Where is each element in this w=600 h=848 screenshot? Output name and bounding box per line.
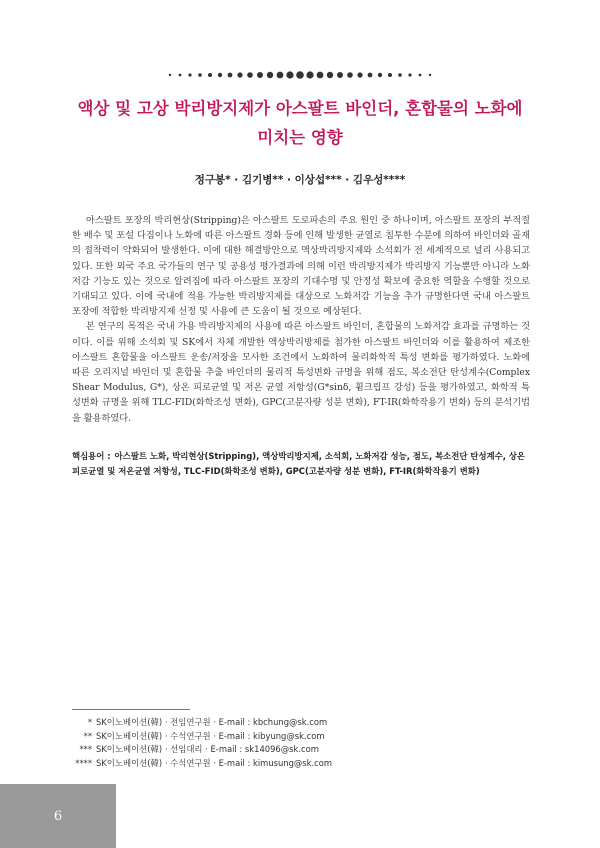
divider-dot — [378, 73, 382, 77]
divider-dot — [277, 72, 284, 79]
divider-dot — [267, 72, 273, 78]
paper-title-line-2: 미치는 영향 — [257, 128, 343, 147]
divider-dot — [296, 71, 304, 79]
divider-dot — [188, 73, 191, 76]
footnote-3 — [72, 743, 472, 757]
author-list: 정구봉* · 김기병** · 이상섭*** · 김우성**** — [194, 174, 406, 186]
keywords — [72, 449, 530, 479]
divider-dot — [408, 73, 411, 76]
divider-dot — [388, 73, 392, 77]
abstract — [72, 213, 530, 426]
footnote-mark: ** — [83, 730, 92, 741]
footnote-text: SK이노베이션(韓) · 선임대리 · E-mail : sk14096@sk.com — [96, 744, 319, 755]
divider-dot — [327, 72, 333, 78]
divider-dot — [208, 73, 212, 77]
divider-dot — [237, 72, 242, 77]
divider-dot — [198, 73, 202, 77]
divider-dot — [317, 72, 324, 79]
divider-dot — [347, 72, 353, 78]
footnote-1 — [72, 716, 472, 730]
divider-dot — [357, 72, 362, 77]
footnote-text: SK이노베이션(韓) · 전임연구원 · E-mail : kbchung@sk.com — [96, 717, 328, 727]
footnote-mark: **** — [75, 757, 92, 768]
divider-dot — [337, 72, 343, 78]
divider-dot — [247, 72, 253, 78]
abstract-paragraph-1: 아스팔트 포장의 박리현상(Stripping)은 아스팔트 도로파손의 주요 원인 중 하나이며, 아스팔트 포장의 부적절한 배수 및 포설 다짐이나 노화에 따른 아스팔트 경화 등에 인해 발생한 균열로 침투한 수분에 의하여 바인더와 골재의 접착력이 약화되어 발생한다. 이에 대한 해결방안으로 액상박리방지제와 소석회가 전 세계적으로 널리 사용되고 있다. 또한 외국 주요 국가들의 연구 및 공용성 평가결과에 의해 이런 박리방지제가 박리방지 기능뿐만 아니라 노화저감 기능도 있는 것으로 알려짐에 따라 아스팔트 포장의 기대수명 및 안정성 확보에 중요한 역할을 수행할 것으로 기대되고 있다. 이에 국내에 적용 가능한 박리방지제를 대상으로 노화저감 기능을 추가 규명한다면 국내 아스팔트 포장에 적합한 박리방지제 선정 및 사용에 큰 도움이 될 것으로 예상된다. — [72, 215, 530, 318]
footnote-mark: *** — [79, 744, 92, 755]
footnotes — [72, 716, 472, 770]
divider-dot — [398, 73, 402, 77]
divider-dot — [257, 72, 263, 78]
paper-title — [60, 94, 540, 152]
page-number: 6 — [53, 808, 63, 824]
divider-dot — [306, 71, 313, 78]
divider-dot — [429, 74, 431, 76]
footnote-mark: * — [87, 717, 92, 727]
decorative-dot-divider — [0, 68, 600, 82]
divider-dot — [368, 73, 373, 78]
paper-title-line-1: 액상 및 고상 박리방지제가 아스팔트 바인더, 혼합물의 노화에 — [77, 99, 523, 118]
divider-dot — [228, 73, 233, 78]
divider-dot — [419, 74, 422, 77]
keywords-label: 핵심용어 : — [72, 451, 111, 461]
footnote-2 — [72, 730, 472, 744]
divider-dot — [286, 71, 293, 78]
keywords-text: 아스팔트 노화, 박리현상(Stripping), 액상박리방지제, 소석회, 노화저감 성능, 점도, 복소전단 탄성계수, 상온 피로균열 및 저온균열 저항성, TLC-FID(화학조성 변화), GPC(고분자량 성분 변화), FT-IR(화학작용기 변화) — [72, 451, 526, 476]
dot-row-graphic — [165, 68, 435, 82]
footnote-4 — [72, 757, 472, 771]
divider-dot — [179, 74, 182, 77]
footnote-text: SK이노베이션(韓) · 수석연구원 · E-mail : kibyung@sk.com — [96, 730, 325, 741]
abstract-paragraph-2: 본 연구의 목적은 국내 가용 박리방지제의 사용에 따른 아스팔트 바인더, 혼합물의 노화저감 효과를 규명하는 것이다. 이를 위해 소석회 및 SK에서 자체 개발한 액상박리방제를 첨가한 아스팔트 바인더와 이를 활용하여 제조한 아스팔트 혼합물을 아스팔트 운송/저장을 모사한 조건에서 노화하여 물리화학적 특성 변화를 평가하였다. 노화에 따른 오리지널 바인더 및 혼합물 추출 바인더의 물리적 특성변화 규명을 위해 점도, 복소전단 탄성계수(Complex Shear Modulus, G*), 상온 피로균열 및 저온 균열 저항성(G*sinδ, 휨크립프 강성) 등을 평가하였고, 화학적 특성변화 규명을 위해 TLC-FID(화학조성 변화), GPC(고분자량 성분 변화), FT-IR(화학작용기 변화) 등의 분석기법을 활용하였다. — [72, 321, 530, 424]
footnote-divider — [72, 709, 190, 710]
footnote-text: SK이노베이션(韓) · 수석연구원 · E-mail : kimusung@sk.com — [96, 757, 333, 768]
divider-dot — [169, 74, 171, 76]
divider-dot — [218, 73, 222, 77]
